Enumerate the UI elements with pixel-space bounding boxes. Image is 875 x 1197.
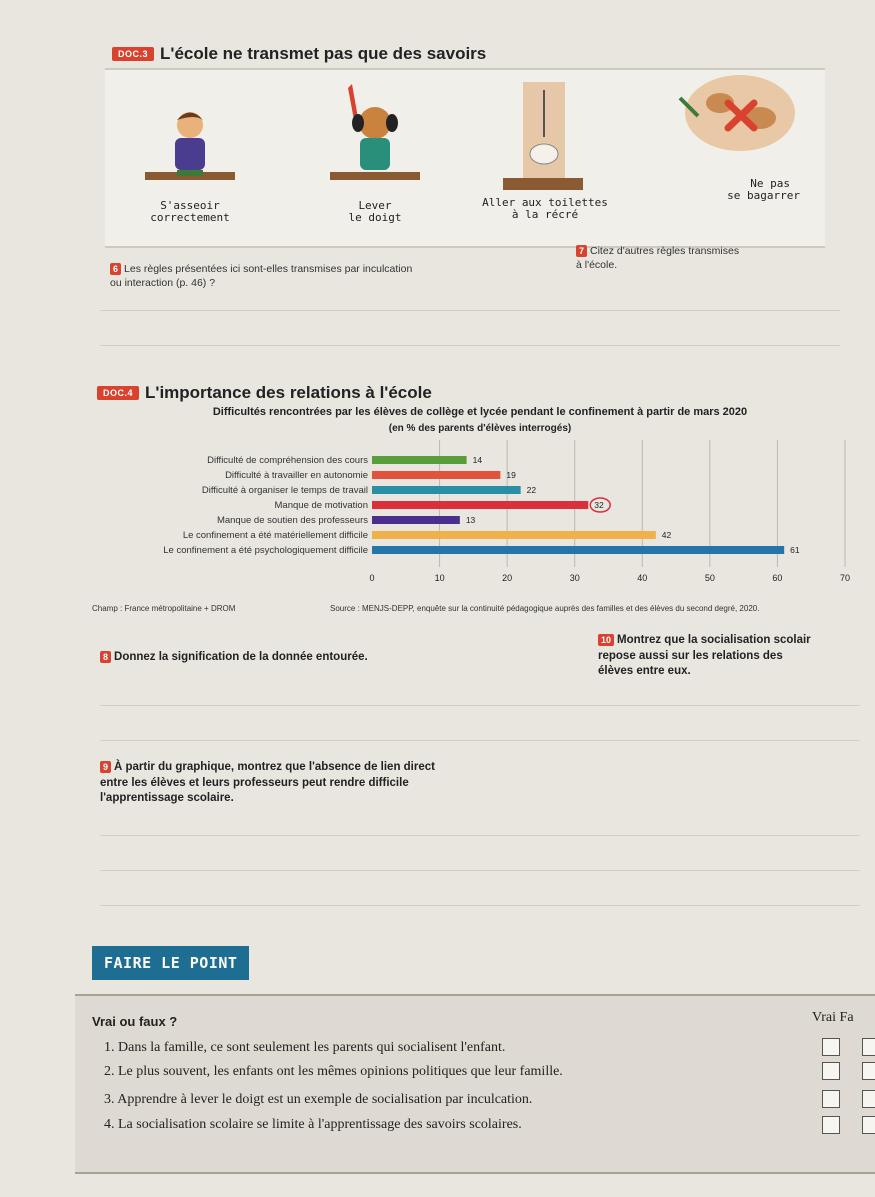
statement-2: 2. Le plus souvent, les enfants ont les mêmes opinions politiques que leur famille. xyxy=(104,1064,563,1079)
figure-fight xyxy=(650,58,810,201)
answer-line xyxy=(100,345,840,346)
true-checkbox-2[interactable] xyxy=(822,1062,840,1080)
answer-line xyxy=(100,870,860,871)
question-8 xyxy=(100,650,368,666)
figure-hand xyxy=(320,78,430,223)
question-10 xyxy=(598,633,875,680)
question-6-number: 6 xyxy=(110,263,121,275)
chart-category-label: Difficulté de compréhension des cours xyxy=(207,455,368,466)
chart-tick-label: 30 xyxy=(569,573,580,583)
true-false-heading: Vrai ou faux ? xyxy=(92,1014,178,1029)
true-checkbox-4[interactable] xyxy=(822,1116,840,1134)
chart-value-label: 13 xyxy=(465,515,476,525)
statement-1: 1. Dans la famille, ce sont seulement les parents qui socialisent l'enfant. xyxy=(104,1040,506,1055)
doc3-title: L'école ne transmet pas que des savoirs xyxy=(160,44,487,63)
chart-category-label: Manque de soutien des professeurs xyxy=(216,515,368,526)
statement-3: 3. Apprendre à lever le doigt est un exemple de socialisation par inculcation. xyxy=(104,1092,533,1107)
chart-tick-label: 10 xyxy=(434,573,445,583)
answer-line xyxy=(100,740,860,741)
figure-sit-label-2: correctement xyxy=(150,210,230,224)
question-10-number: 10 xyxy=(598,634,614,646)
question-10-text-line3: élèves entre eux. xyxy=(598,665,691,678)
question-10-text-line1: Montrez que la socialisation scolair xyxy=(617,634,811,646)
answer-line xyxy=(100,835,860,836)
toilet-icon xyxy=(475,82,615,192)
figure-sit xyxy=(135,100,245,223)
chart-tick-label: 70 xyxy=(839,573,851,583)
question-6 xyxy=(110,262,550,290)
chart-value-label: 19 xyxy=(506,470,516,480)
doc4-header xyxy=(97,383,432,403)
question-8-text: Donnez la signification de la donnée entourée. xyxy=(114,651,368,663)
chart-bar xyxy=(372,531,656,539)
question-9-text-line1: À partir du graphique, montrez que l'absence de lien direct xyxy=(114,761,435,773)
difficulty-bar-chart xyxy=(85,440,865,600)
chart-bar xyxy=(372,471,500,479)
doc4-title: L'importance des relations à l'école xyxy=(145,383,432,402)
answer-line xyxy=(100,705,860,706)
answer-line xyxy=(100,310,840,311)
sitting-student-icon xyxy=(135,100,245,195)
statement-4: 4. La socialisation scolaire se limite à l'apprentissage des savoirs scolaires. xyxy=(104,1117,522,1132)
question-9 xyxy=(100,760,560,807)
figure-toilet-label-2: à la récré xyxy=(511,207,579,221)
doc3-tag: DOC.3 xyxy=(112,47,154,61)
chart-category-label: Le confinement a été matériellement difficile xyxy=(182,530,368,541)
chart-source: Source : MENJS-DEPP, enquête sur la continuité pédagogique auprès des familles et des élèves du second degré, 2020. xyxy=(330,604,760,613)
chart-subtitle: (en % des parents d'élèves interrogés) xyxy=(388,423,572,434)
true-false-column-headers: Vrai Fa xyxy=(812,1010,854,1025)
figure-toilet xyxy=(475,82,615,220)
figure-hand-label-1: Lever xyxy=(358,199,392,212)
figure-hand-label-2: le doigt xyxy=(348,210,402,224)
figure-fight-label-2: se bagarrer xyxy=(727,188,800,202)
chart-title: Difficultés rencontrées par les élèves de collège et lycée pendant le confinement à partir de mars 2020 xyxy=(212,406,748,418)
false-checkbox-2[interactable] xyxy=(862,1062,875,1080)
true-checkbox-3[interactable] xyxy=(822,1090,840,1108)
chart-tick-label: 40 xyxy=(637,573,648,583)
false-checkbox-3[interactable] xyxy=(862,1090,875,1108)
false-checkbox-1[interactable] xyxy=(862,1038,875,1056)
question-9-text-line3: l'apprentissage scolaire. xyxy=(100,792,234,805)
question-7-number: 7 xyxy=(576,245,587,257)
chart-bar xyxy=(372,501,588,509)
chart-tick-label: 60 xyxy=(772,573,783,583)
faire-le-point-banner: FAIRE LE POINT xyxy=(92,946,249,980)
chart-bar xyxy=(372,546,784,554)
figure-fight-label-1: Ne pas xyxy=(750,177,790,190)
doc3-illustration xyxy=(105,68,825,248)
doc4-tag: DOC.4 xyxy=(97,386,139,400)
no-fighting-icon xyxy=(650,58,810,173)
raised-hand-student-icon xyxy=(320,78,430,195)
question-6-text-line2: ou interaction (p. 46) ? xyxy=(110,277,216,290)
chart-bar xyxy=(372,516,460,524)
chart-category-label: Difficulté à organiser le temps de travail xyxy=(201,485,368,496)
question-8-number: 8 xyxy=(100,651,111,663)
question-10-text-line2: repose aussi sur les relations des xyxy=(598,649,783,662)
doc3-header xyxy=(112,44,486,64)
question-7-text-line1: Citez d'autres règles transmises xyxy=(590,245,740,257)
question-9-text-line2: entre les élèves et leurs professeurs peut rendre difficile xyxy=(100,776,409,789)
answer-line xyxy=(100,905,860,906)
figure-toilet-label-1: Aller aux toilettes xyxy=(482,196,608,209)
chart-tick-label: 50 xyxy=(704,573,715,583)
question-7 xyxy=(576,244,836,272)
faire-le-point-box xyxy=(75,994,875,1174)
chart-category-label: Difficulté à travailler en autonomie xyxy=(225,470,368,481)
chart-field-note: Champ : France métropolitaine + DROM xyxy=(92,604,236,613)
chart-value-label: 61 xyxy=(790,545,800,555)
chart-bar xyxy=(372,486,521,494)
figure-sit-label-1: S'asseoir xyxy=(160,199,220,212)
question-7-text-line2: à l'école. xyxy=(576,259,618,272)
chart-bar xyxy=(372,456,467,464)
chart-tick-label: 20 xyxy=(502,573,513,583)
chart-value-label: 14 xyxy=(472,455,483,465)
question-6-text-line1: Les règles présentées ici sont-elles transmises par inculcation xyxy=(124,263,413,275)
chart-tick-label: 0 xyxy=(369,573,375,583)
chart-value-label: 42 xyxy=(661,530,672,540)
chart-category-label: Manque de motivation xyxy=(274,500,368,511)
chart-value-label: 22 xyxy=(526,485,537,495)
question-9-number: 9 xyxy=(100,761,111,773)
chart-value-label: 32 xyxy=(594,500,604,510)
chart-category-label: Le confinement a été psychologiquement difficile xyxy=(163,545,368,556)
true-checkbox-1[interactable] xyxy=(822,1038,840,1056)
false-checkbox-4[interactable] xyxy=(862,1116,875,1134)
